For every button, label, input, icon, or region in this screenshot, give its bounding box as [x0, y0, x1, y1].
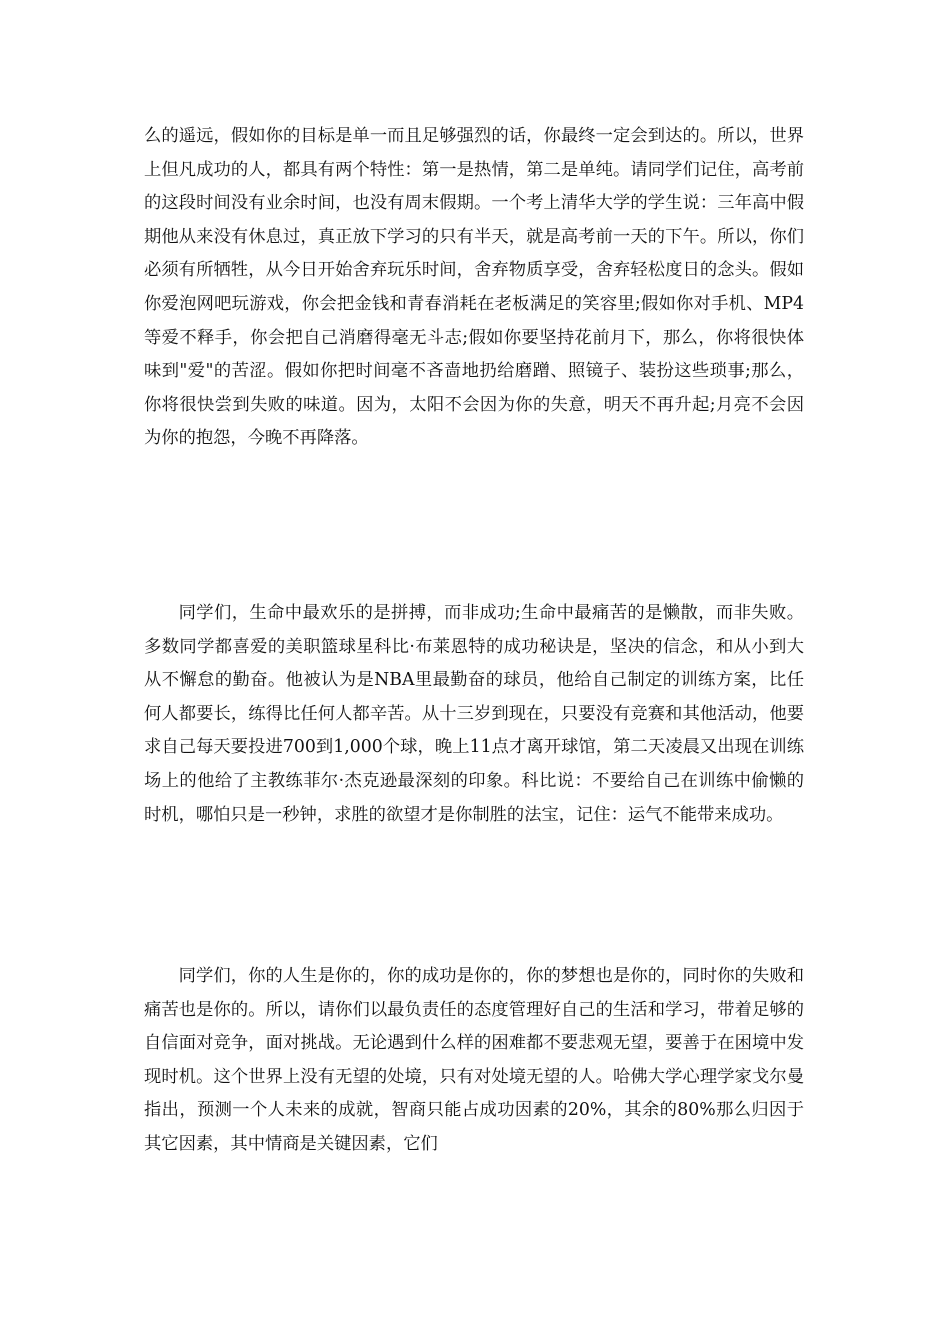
- paragraph-3: 同学们，你的人生是你的，你的成功是你的，你的梦想也是你的，同时你的失败和痛苦也是你的。所以，请你们以最负责任的态度管理好自己的生活和学习，带着足够的自信面对竞争，面对挑战。无论遇到什么样的困难都不要悲观无望，要善于在困境中发现时机。这个世界上没有无望的处境，只有对处境无望的人。哈佛大学心理学家戈尔曼指出，预测一个人未来的成就，智商只能占成功因素的20%，其余的80%那么归因于其它因素，其中情商是关键因素，它们: [144, 966, 804, 1154]
- paragraph-2: 同学们，生命中最欢乐的是拼搏，而非成功;生命中最痛苦的是懒散，而非失败。多数同学都喜爱的美职篮球星科比·布莱恩特的成功秘诀是，坚决的信念，和从小到大从不懈怠的勤奋。他被认为是NBA里最勤奋的球员，他给自己制定的训练方案，比任何人都要长，练得比任何人都辛苦。从十三岁到现在，只要没有竞赛和其他活动，他要求自己每天要投进700到1,000个球，晚上11点才离开球馆，第二天凌晨又出现在训练场上的他给了主教练菲尔·杰克逊最深刻的印象。科比说：不要给自己在训练中偷懒的时机，哪怕只是一秒钟，求胜的欲望才是你制胜的法宝，记住：运气不能带来成功。: [144, 603, 804, 825]
- paragraph-1: 么的遥远，假如你的目标是单一而且足够强烈的话，你最终一定会到达的。所以，世界上但凡成功的人，都具有两个特性：第一是热情，第二是单纯。请同学们记住，高考前的这段时间没有业余时间，也没有周末假期。一个考上清华大学的学生说：三年高中假期他从来没有休息过，真正放下学习的只有半天，就是高考前一天的下午。所以，你们必须有所牺牲，从今日开始舍弃玩乐时间，舍弃物质享受，舍弃轻松度日的念头。假如你爱泡网吧玩游戏，你会把金钱和青春消耗在老板满足的笑容里;假如你对手机、MP4等爱不释手，你会把自己消磨得毫无斗志;假如你要坚持花前月下，那么，你将很快体味到"爱"的苦涩。假如你把时间毫不吝啬地扔给磨蹭、照镜子、装扮这些琐事;那么，你将很快尝到失败的味道。因为，太阳不会因为你的失意，明天不再升起;月亮不会因为你的抱怨，今晚不再降落。: [144, 126, 804, 449]
